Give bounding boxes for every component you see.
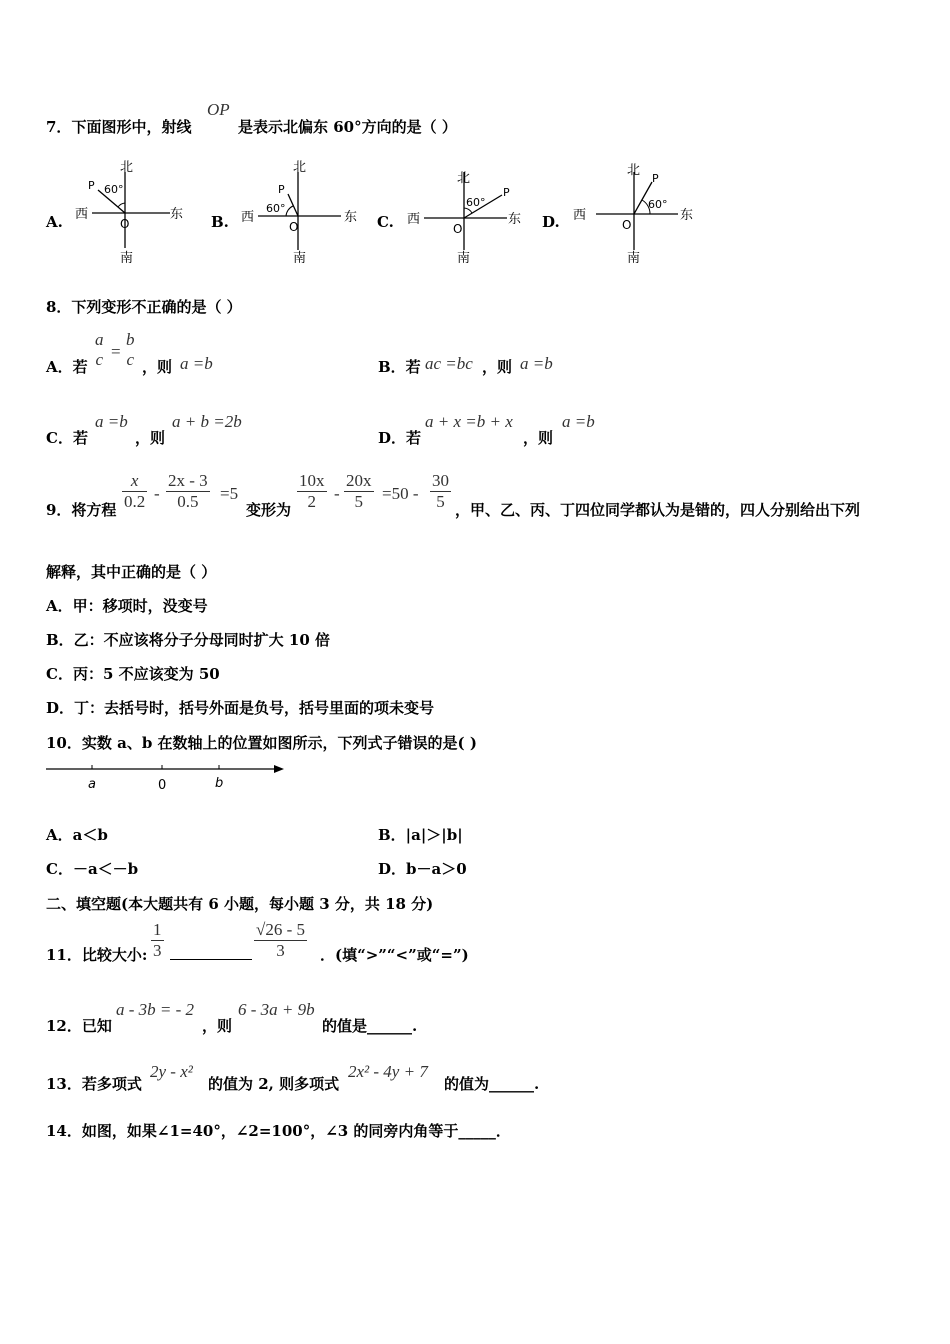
q8-c-result: a + b =2b — [172, 412, 242, 431]
q10-stem: 10．实数 a、b 在数轴上的位置如图所示，下列式子错误的是( ) — [46, 734, 477, 752]
q9-eq2-rhs: =50 - — [382, 484, 419, 503]
point-label: P — [88, 179, 95, 192]
q10-option-d: D．b－a＞0 — [378, 860, 467, 878]
q8-a-frac-right: b c — [126, 330, 135, 369]
svg-text:北: 北 — [457, 171, 471, 186]
q13-stem-post: 的值为______. — [444, 1075, 540, 1093]
q8-a-then: ，则 — [142, 358, 173, 376]
svg-text:60°: 60° — [266, 202, 286, 215]
q13-expression-2: 2x² - 4y + 7 — [348, 1062, 428, 1081]
q13-stem-pre: 13．若多项式 — [46, 1075, 142, 1093]
svg-text:东: 东 — [508, 212, 522, 227]
q9-eq1-frac2: $\frac{2x - 3}{0.5}$ — [168, 471, 208, 511]
q7-option-b-label: B. — [211, 213, 229, 231]
svg-text:东: 东 — [680, 208, 694, 223]
origin-label: O — [120, 217, 130, 231]
q8-a-eq: = — [111, 342, 121, 361]
q9-eq1-rhs: =5 — [220, 484, 239, 503]
q10-option-a: A．a＜b — [46, 826, 108, 844]
q10-option-c: C．－a＜－b — [46, 860, 139, 878]
svg-text:P: P — [278, 183, 285, 196]
q8-stem: 8．下列变形不正确的是（ ） — [46, 298, 242, 316]
q9-eq2-frac3: $\frac{30}{5}$ — [432, 471, 449, 511]
svg-text:O: O — [289, 220, 299, 234]
q7-option-d-label: D. — [542, 213, 560, 231]
q11-stem-post: ．(填“>”“<”或“=”) — [320, 946, 469, 964]
q8-d-result: a =b — [562, 412, 595, 431]
q8-option-c-label: C．若 — [46, 429, 88, 447]
q8-d-cond: a + x =b + x — [425, 412, 513, 431]
q9-stem-line2: 解释，其中正确的是（ ） — [46, 563, 217, 581]
q7-option-a-label: A. — [46, 213, 63, 231]
south-label: 南 — [120, 251, 134, 266]
section-heading: 二、填空题(本大题共有 6 小题，每小题 3 分，共 18 分) — [46, 895, 434, 913]
q9-stem-post: ，甲、乙、丙、丁四位同学都认为是错的，四人分别给出下列 — [455, 501, 861, 519]
axis-a-label: a — [88, 777, 96, 792]
q7-diagram-c — [402, 158, 532, 268]
q8-b-then: ，则 — [482, 358, 513, 376]
svg-text:北: 北 — [293, 160, 307, 175]
q12-condition: a - 3b = - 2 — [116, 1000, 195, 1019]
axis-zero-label: 0 — [158, 778, 167, 793]
q8-option-a-label: A．若 — [46, 358, 88, 376]
q9-eq2-minus: - — [334, 484, 340, 503]
q7-diagram-a — [70, 158, 190, 268]
q7-option-c-label: C. — [377, 213, 394, 231]
west-label: 西 — [75, 207, 89, 222]
q7-ray-label: OP — [207, 100, 230, 119]
q11-frac-right: $\frac{√26 - 5}{3}$ — [256, 920, 305, 960]
q9-eq1-frac1: $\frac{x}{0.2}$ — [124, 471, 146, 511]
q7-diagram-b — [236, 158, 366, 268]
q8-a-result: a =b — [180, 354, 213, 373]
svg-text:西: 西 — [573, 208, 587, 223]
q14-stem: 14．如图，如果∠1=40°，∠2=100°，∠3 的同旁内角等于_____． — [46, 1122, 511, 1140]
angle-label: 60° — [104, 183, 124, 196]
q8-c-cond: a =b — [95, 412, 128, 431]
q9-option-b: B．乙：不应该将分子分母同时扩大 10 倍 — [46, 631, 330, 649]
q9-stem-pre: 9．将方程 — [46, 501, 117, 519]
q7-stem-end: 是表示北偏东 60°方向的是（ ） — [238, 118, 457, 136]
q8-option-d-label: D．若 — [378, 429, 422, 447]
q13-stem-mid: 的值为 2, 则多项式 — [208, 1075, 340, 1093]
q9-eq2-frac1: $\frac{10x}{2}$ — [299, 471, 325, 511]
q8-d-then: ，则 — [523, 429, 554, 447]
q11-answer-blank[interactable] — [170, 947, 252, 960]
svg-text:O: O — [622, 218, 632, 232]
q9-option-c: C．丙：5 不应该变为 50 — [46, 665, 220, 683]
axis-b-label: b — [215, 776, 224, 791]
svg-text:O: O — [453, 222, 463, 236]
q12-stem-post: 的值是______. — [322, 1017, 418, 1035]
svg-text:P: P — [652, 172, 659, 185]
svg-text:P: P — [503, 186, 510, 199]
q9-option-d: D．丁：去括号时，括号外面是负号，括号里面的项未变号 — [46, 699, 435, 717]
svg-text:西: 西 — [241, 210, 255, 225]
q13-expression-1: 2y - x² — [150, 1062, 193, 1081]
north-label: 北 — [120, 160, 134, 175]
q9-eq1-minus: - — [154, 484, 160, 503]
q11-frac-left: $\frac{1}{3}$ — [153, 920, 162, 960]
svg-text:东: 东 — [344, 210, 358, 225]
q9-option-a: A．甲：移项时，没变号 — [46, 597, 208, 615]
q8-option-b-label: B．若 — [378, 358, 421, 376]
q8-b-cond: ac =bc — [425, 354, 473, 373]
q9-stem-mid: 变形为 — [246, 501, 292, 519]
svg-text:西: 西 — [407, 212, 421, 227]
q10-option-b: B．|a|＞|b| — [378, 826, 463, 844]
svg-text:南: 南 — [457, 251, 471, 266]
q8-c-then: ，则 — [135, 429, 166, 447]
svg-text:南: 南 — [293, 251, 307, 266]
svg-text:60°: 60° — [466, 196, 486, 209]
svg-text:60°: 60° — [648, 198, 668, 211]
svg-text:南: 南 — [627, 251, 641, 266]
east-label: 东 — [170, 207, 184, 222]
q12-then: ，则 — [202, 1017, 233, 1035]
q7-stem: 7．下面图形中，射线 — [46, 118, 192, 136]
svg-text:北: 北 — [627, 163, 641, 178]
q12-expression: 6 - 3a + 9b — [238, 1000, 315, 1019]
q8-a-frac-left: a c — [95, 330, 104, 369]
q11-stem-pre: 11．比较大小: — [46, 946, 148, 964]
q12-stem-pre: 12．已知 — [46, 1017, 112, 1035]
q7-diagram-d — [570, 158, 705, 268]
q8-b-result: a =b — [520, 354, 553, 373]
q9-eq2-frac2: $\frac{20x}{5}$ — [346, 471, 372, 511]
q10-number-line — [46, 758, 291, 798]
